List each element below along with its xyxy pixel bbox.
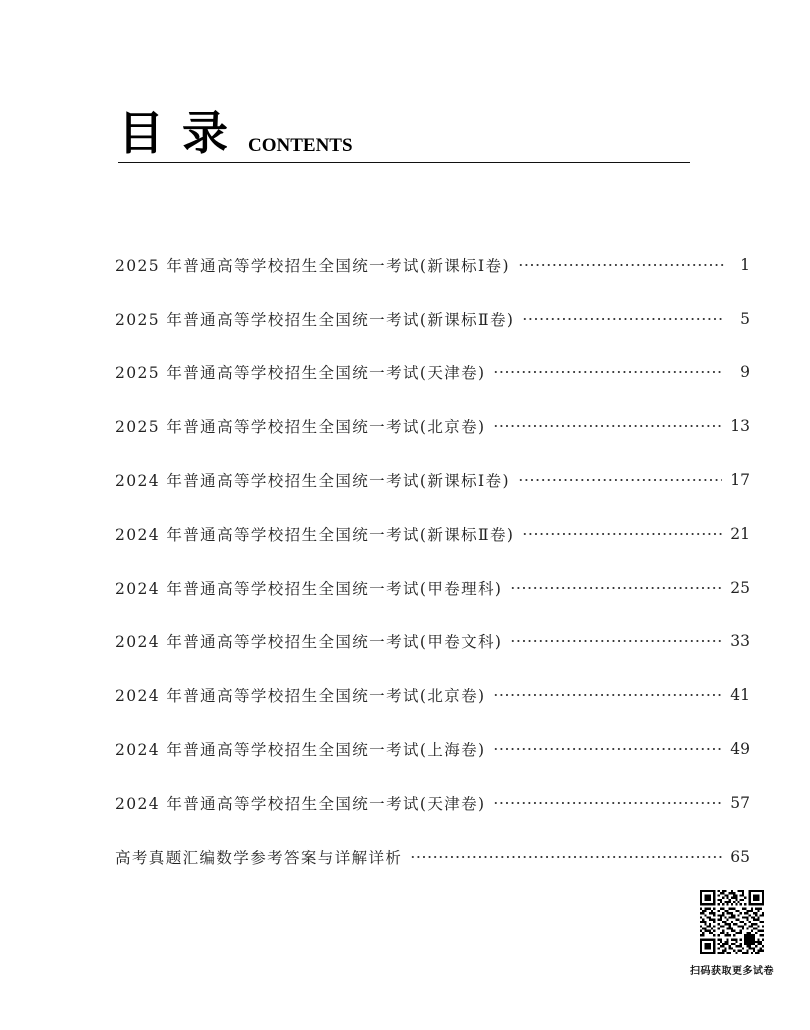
toc-item-page: 17 [730,471,750,490]
toc-item[interactable] [115,238,750,292]
toc-item-title: 2025 年普通高等学校招生全国统一考试(新课标Ⅰ卷) [115,256,510,275]
toc-item[interactable] [115,668,750,722]
toc-item-page: 1 [740,255,750,274]
toc-item-page: 25 [730,578,750,597]
toc-item-page: 13 [730,417,750,436]
toc-item-page: 9 [740,363,750,382]
toc-item-title: 2025 年普通高等学校招生全国统一考试(天津卷) [115,364,486,383]
leader-dots [518,477,722,483]
toc-item-page: 33 [730,632,750,651]
leader-dots [493,692,722,698]
leader-dots [493,369,724,375]
leader-dots [510,585,722,591]
qr-block [676,890,788,977]
leader-dots [493,800,722,806]
toc-item-page: 41 [730,686,750,705]
toc-item-page: 21 [730,524,750,543]
toc-item-title: 2024 年普通高等学校招生全国统一考试(甲卷文科) [115,633,503,652]
toc-item[interactable] [115,830,750,884]
toc-item[interactable] [115,507,750,561]
toc-item-title: 2024 年普通高等学校招生全国统一考试(北京卷) [115,687,486,706]
toc-item[interactable] [115,399,750,453]
toc-item-title: 2024 年普通高等学校招生全国统一考试(甲卷理科) [115,579,503,598]
leader-dots [493,746,722,752]
toc-item-page: 49 [730,740,750,759]
leader-dots [493,423,722,429]
toc-item-title: 2025 年普通高等学校招生全国统一考试(新课标Ⅱ卷) [115,310,515,329]
toc-item[interactable] [115,776,750,830]
table-of-contents [115,238,750,884]
toc-item-title: 2024 年普通高等学校招生全国统一考试(天津卷) [115,794,486,813]
page-title-english: CONTENTS [248,135,353,156]
toc-item-page: 65 [730,847,750,866]
leader-dots [510,638,722,644]
toc-item[interactable] [115,453,750,507]
page-header [118,104,690,163]
page-title: 目录 [118,106,246,160]
leader-dots [522,531,722,537]
leader-dots [518,262,724,268]
qr-caption: 扫码获取更多试卷 [690,966,774,977]
toc-item[interactable] [115,346,750,400]
leader-dots [522,316,724,322]
toc-item-title: 高考真题汇编数学参考答案与详解详析 [115,848,403,867]
toc-item[interactable] [115,292,750,346]
leader-dots [410,854,722,860]
toc-item[interactable] [115,561,750,615]
toc-item[interactable] [115,615,750,669]
toc-item[interactable] [115,722,750,776]
toc-item-title: 2024 年普通高等学校招生全国统一考试(上海卷) [115,741,486,760]
qr-code-icon[interactable] [700,890,764,954]
toc-item-title: 2025 年普通高等学校招生全国统一考试(北京卷) [115,418,486,437]
toc-item-page: 5 [740,309,750,328]
toc-item-title: 2024 年普通高等学校招生全国统一考试(新课标Ⅱ卷) [115,525,515,544]
toc-item-title: 2024 年普通高等学校招生全国统一考试(新课标Ⅰ卷) [115,472,510,491]
toc-item-page: 57 [730,793,750,812]
